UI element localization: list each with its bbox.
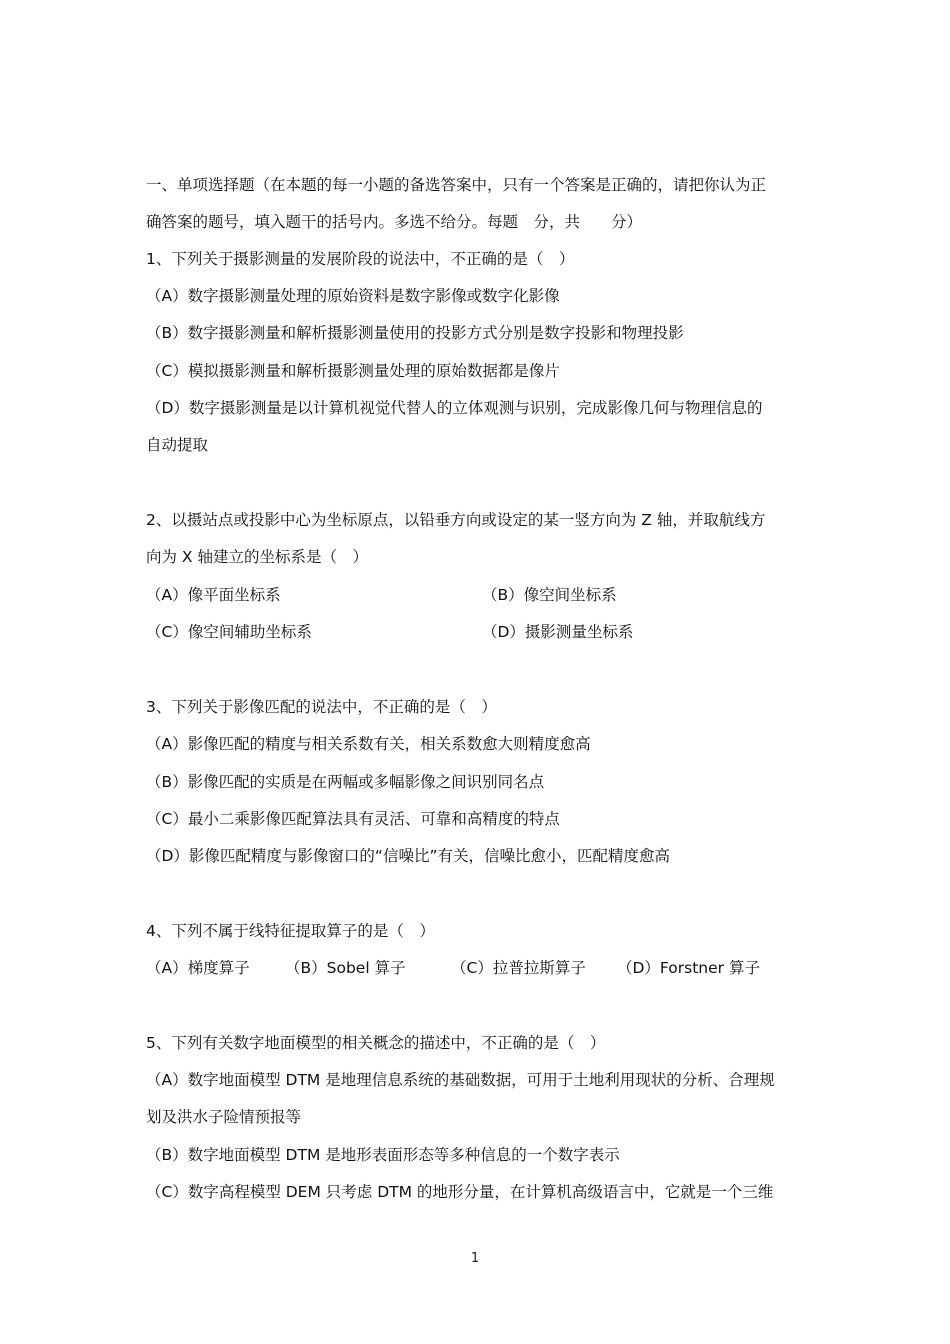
section-title-line-1: 一、单项选择题（在本题的每一小题的备选答案中，只有一个答案是正确的，请把你认为正 — [146, 176, 767, 194]
question-3-option-a: （A）影像匹配的精度与相关系数有关，相关系数愈大则精度愈高 — [146, 735, 591, 753]
question-1-option-b: （B）数字摄影测量和解析摄影测量使用的投影方式分别是数字投影和物理投影 — [146, 324, 684, 342]
question-3-option-b: （B）影像匹配的实质是在两幅或多幅影像之间识别同名点 — [146, 773, 545, 791]
question-2-option-a: （A）像平面坐标系 — [146, 586, 281, 604]
question-1-option-c: （C）模拟摄影测量和解析摄影测量处理的原始数据都是像片 — [146, 362, 560, 380]
question-2-option-b: （B）像空间坐标系 — [482, 586, 617, 604]
question-4-option-d: （D）Forstner 算子 — [617, 959, 760, 977]
question-2-option-d: （D）摄影测量坐标系 — [482, 623, 634, 641]
page-number: 1 — [470, 1251, 480, 1266]
question-5-option-b: （B）数字地面模型 DTM 是地形表面形态等多种信息的一个数字表示 — [146, 1146, 620, 1164]
question-1-option-a: （A）数字摄影测量处理的原始资料是数字影像或数字化影像 — [146, 287, 560, 305]
question-5-option-c: （C）数字高程模型 DEM 只考虑 DTM 的地形分量，在计算机高级语言中，它就是一个三维 — [146, 1183, 774, 1201]
question-5-stem: 5、下列有关数字地面模型的相关概念的描述中，不正确的是（ ） — [146, 1034, 606, 1052]
question-4-option-b: （B）Sobel 算子 — [285, 959, 406, 977]
question-1-option-d-cont: 自动提取 — [146, 436, 209, 454]
question-2-stem: 2、以摄站点或投影中心为坐标原点，以铅垂方向或设定的某一竖方向为 Z 轴，并取航线方 — [146, 511, 766, 529]
question-3-stem: 3、下列关于影像匹配的说法中，不正确的是（ ） — [146, 698, 497, 716]
section-title-line-2: 确答案的题号，填入题干的括号内。多选不给分。每题 分，共 分） — [146, 213, 643, 231]
question-1-option-d: （D）数字摄影测量是以计算机视觉代替人的立体观测与识别，完成影像几何与物理信息的 — [146, 399, 763, 417]
question-4-option-a: （A）梯度算子 — [146, 959, 250, 977]
question-4-option-c: （C）拉普拉斯算子 — [451, 959, 586, 977]
question-5-option-a: （A）数字地面模型 DTM 是地理信息系统的基础数据，可用于土地利用现状的分析、合理规 — [146, 1071, 775, 1089]
question-2-stem-cont: 向为 X 轴建立的坐标系是（ ） — [146, 548, 368, 566]
question-2-option-c: （C）像空间辅助坐标系 — [146, 623, 312, 641]
question-1-stem: 1、下列关于摄影测量的发展阶段的说法中，不正确的是（ ） — [146, 250, 575, 268]
question-3-option-d: （D）影像匹配精度与影像窗口的“信噪比”有关，信噪比愈小，匹配精度愈高 — [146, 847, 670, 865]
question-4-stem: 4、下列不属于线特征提取算子的是（ ） — [146, 922, 435, 940]
question-3-option-c: （C）最小二乘影像匹配算法具有灵活、可靠和高精度的特点 — [146, 810, 560, 828]
question-5-option-a-cont: 划及洪水子险情预报等 — [146, 1108, 302, 1126]
